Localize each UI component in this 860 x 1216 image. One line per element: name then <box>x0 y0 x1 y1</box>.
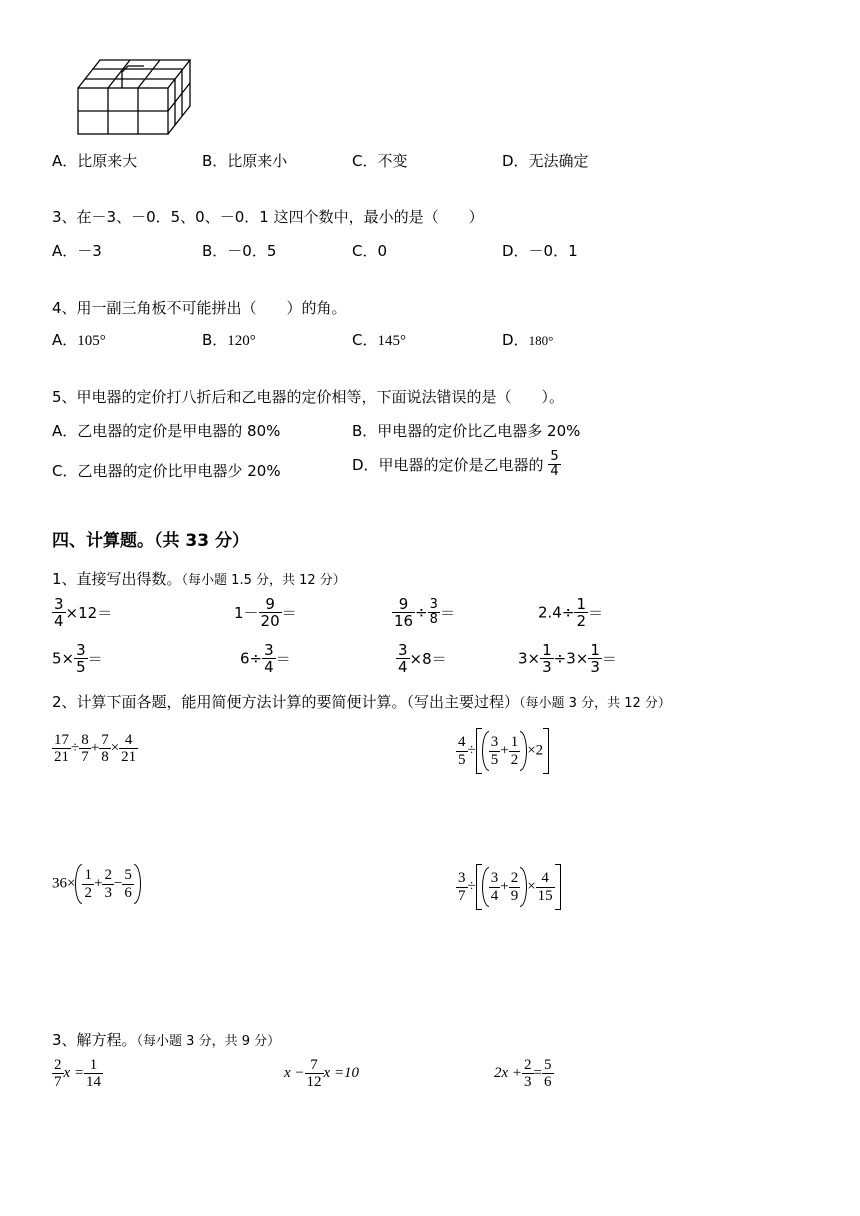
calc-expr-2: $\frac{4}{5}$ ÷ $\frac{3}{5}$ + $\frac{1}{2}$ ×2 <box>456 728 549 774</box>
part3-title: 3、解方程。（每小题 3 分，共 9 分） <box>52 1031 281 1049</box>
calc-expr-1: $\frac{17}{21}$ ÷ $\frac{8}{7}$ + $\frac{7}{8}$ × $\frac{4}{21}$ <box>54 732 137 766</box>
cube-stack-figure <box>70 52 200 138</box>
part1-title: 1、直接写出得数。（每小题 1.5 分，共 12 分） <box>52 570 346 588</box>
q2-option-b: B．比原来小 <box>202 152 288 170</box>
q5-option-b: B．甲电器的定价比乙电器多 20% <box>352 422 581 440</box>
expr-1-2: 1－ $\frac{9}{20}$ ＝ <box>234 595 297 631</box>
q5-stem: 5、甲电器的定价打八折后和乙电器的定价相等，下面说法错误的是（ ）。 <box>52 388 565 406</box>
q4-stem: 4、用一副三角板不可能拼出（ ）的角。 <box>52 299 347 317</box>
q3-stem: 3、在－3、－0．5、0、－0．1 这四个数中，最小的是（ ） <box>52 208 484 226</box>
q4-option-a: A．105° <box>52 331 106 349</box>
expr-2-1: 5× $\frac{3}{5}$ ＝ <box>52 641 103 677</box>
equation-2: x − $\frac{7}{12}$ x =10 <box>284 1057 360 1091</box>
fraction: $\frac{5}{4}$ <box>550 449 559 480</box>
q2-option-d: D．无法确定 <box>502 152 589 170</box>
expr-1-3: $\frac{9}{16}$ ÷ $\frac{3}{8}$ ＝ <box>394 595 455 631</box>
q2-option-c: C．不变 <box>352 152 408 170</box>
expr-2-3: $\frac{3}{4}$ ×8＝ <box>398 641 447 677</box>
q4-option-b: B．120° <box>202 331 256 349</box>
q5-option-d: D．甲电器的定价是乙电器的 $\frac{5}{4}$ <box>352 449 559 480</box>
q4-option-c: C．145° <box>352 331 406 349</box>
expr-1-4: 2.4÷ $\frac{1}{2}$ ＝ <box>538 595 603 631</box>
section-heading: 四、计算题。（共 33 分） <box>52 531 249 551</box>
calc-expr-4: $\frac{3}{7}$ ÷ $\frac{3}{4}$ + $\frac{2}{9}$ × $\frac{4}{15}$ <box>456 864 561 910</box>
q4-option-d: D．180° <box>502 331 554 349</box>
expr-2-2: 6÷ $\frac{3}{4}$ ＝ <box>240 641 291 677</box>
q3-option-a: A．－3 <box>52 242 102 260</box>
equation-3: 2x + $\frac{2}{3}$ = $\frac{5}{6}$ <box>494 1057 552 1091</box>
q3-option-d: D．－0．1 <box>502 242 578 260</box>
q2-option-a: A．比原来大 <box>52 152 138 170</box>
q3-option-b: B．－0．5 <box>202 242 277 260</box>
part2-title: 2、计算下面各题，能用简便方法计算的要简便计算。（写出主要过程）（每小题 3 分，共 12 分） <box>52 693 671 711</box>
q5-option-a: A．乙电器的定价是甲电器的 80% <box>52 422 281 440</box>
q5-option-c: C．乙电器的定价比甲电器少 20% <box>52 462 281 480</box>
expr-2-4: 3× $\frac{1}{3}$ ÷3× $\frac{1}{3}$ ＝ <box>518 641 617 677</box>
calc-expr-3: 36× $\frac{1}{2}$ + $\frac{2}{3}$ − $\frac{5}{6}$ <box>52 864 141 904</box>
q3-option-c: C．0 <box>352 242 388 260</box>
equation-1: $\frac{2}{7}$ x = $\frac{1}{14}$ <box>54 1057 102 1091</box>
expr-1-1: $\frac{3}{4}$ ×12＝ <box>54 595 113 631</box>
